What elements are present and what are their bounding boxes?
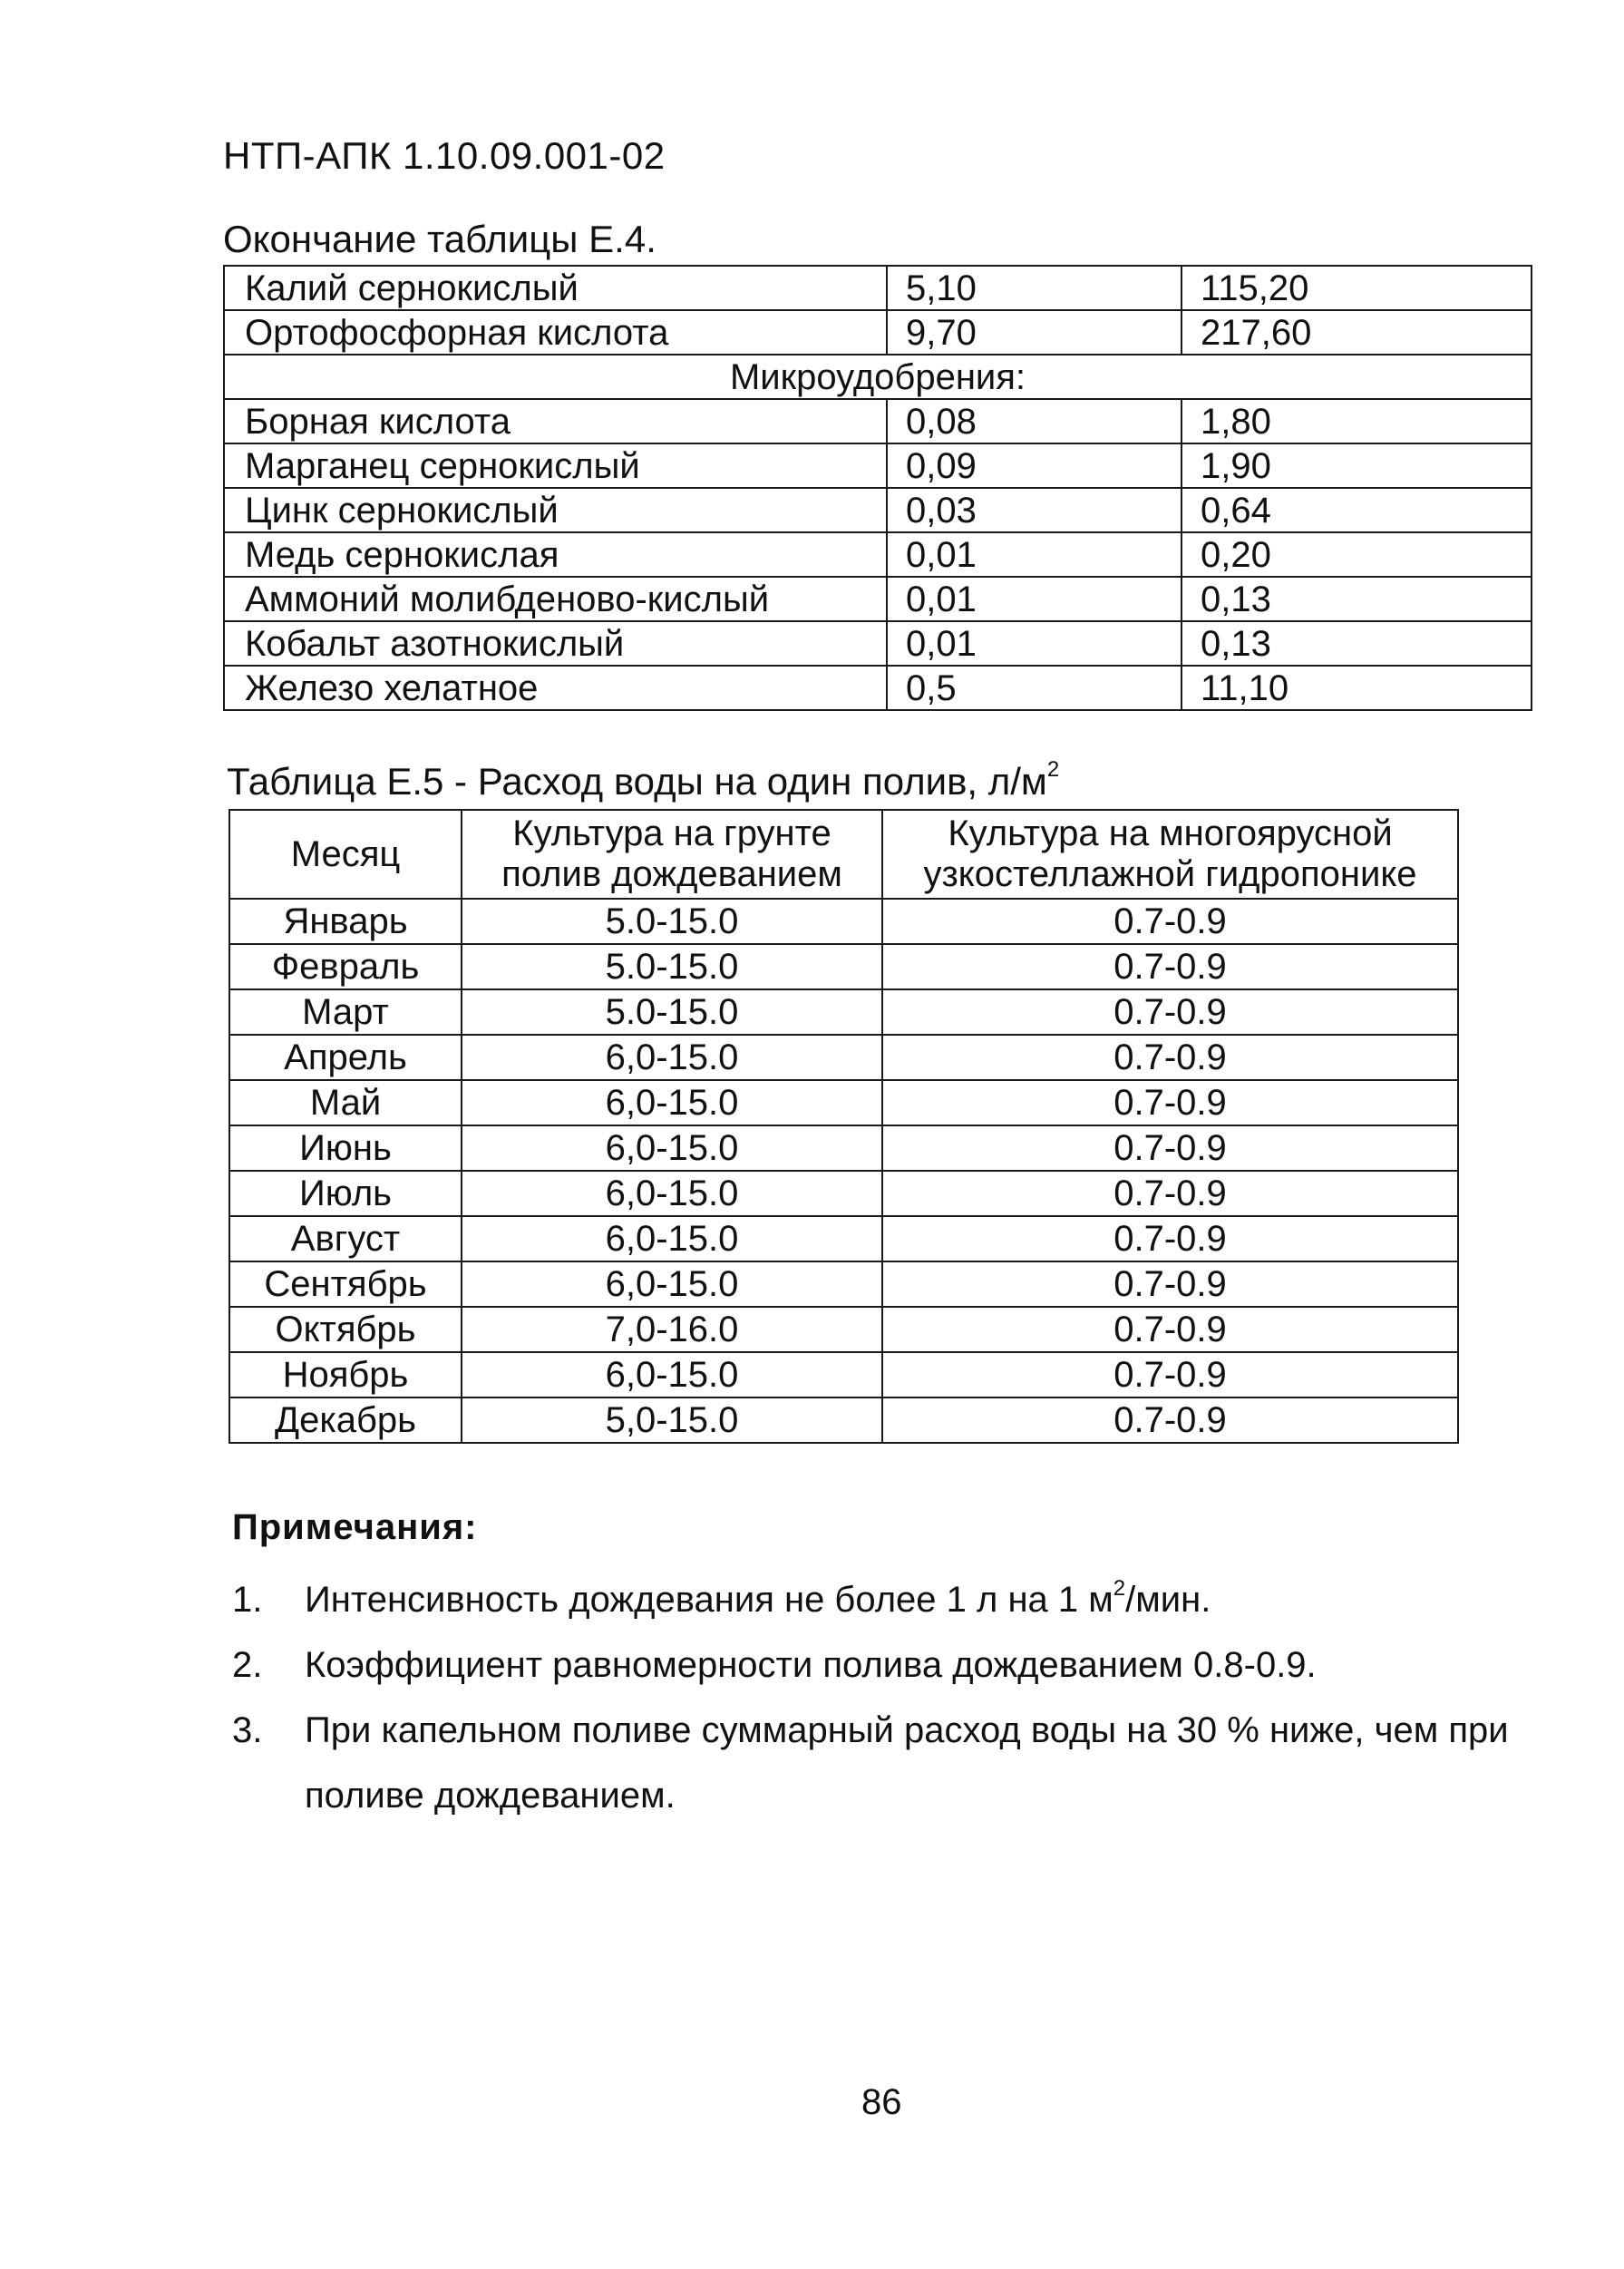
ground-value: 5,0-15.0 — [462, 1397, 882, 1443]
note-number: 1. — [232, 1580, 263, 1620]
note-item — [232, 1698, 1592, 1828]
hydro-value: 0.7-0.9 — [882, 899, 1458, 944]
table-e5-caption — [227, 757, 1060, 803]
note-text-part: Интенсивность дождевания не более 1 л на 1 м — [305, 1580, 1113, 1620]
hydro-value: 0.7-0.9 — [882, 1261, 1458, 1307]
hydro-value: 0.7-0.9 — [882, 1307, 1458, 1352]
fertilizer-table — [223, 265, 1532, 711]
value-cell: 115,20 — [1182, 266, 1532, 310]
table-row — [224, 621, 1532, 666]
table-row — [229, 899, 1458, 944]
note-item — [232, 1632, 1592, 1698]
value-cell: 0,01 — [887, 577, 1182, 621]
header-row — [229, 810, 1458, 899]
table-row — [229, 1307, 1458, 1352]
hydro-value: 0.7-0.9 — [882, 989, 1458, 1035]
month-cell: Ноябрь — [229, 1352, 462, 1397]
ground-value: 6,0-15.0 — [462, 1352, 882, 1397]
ground-value: 6,0-15.0 — [462, 1035, 882, 1080]
hydro-value: 0.7-0.9 — [882, 1171, 1458, 1216]
month-cell: Июль — [229, 1171, 462, 1216]
table-row — [224, 310, 1532, 355]
month-cell: Январь — [229, 899, 462, 944]
month-cell: Март — [229, 989, 462, 1035]
month-cell: Февраль — [229, 944, 462, 989]
table-row — [229, 1352, 1458, 1397]
note-text — [305, 1567, 1592, 1632]
header-hydroponics — [882, 810, 1458, 899]
value-cell: 0,01 — [887, 621, 1182, 666]
header-ground — [462, 810, 882, 899]
month-cell: Сентябрь — [229, 1261, 462, 1307]
substance-name: Кобальт азотнокислый — [224, 621, 887, 666]
note-superscript: 2 — [1113, 1576, 1126, 1601]
table-row — [224, 488, 1532, 532]
table-row — [224, 532, 1532, 577]
header-month: Месяц — [229, 810, 462, 899]
page-number: 86 — [861, 2082, 902, 2122]
hydro-value: 0.7-0.9 — [882, 944, 1458, 989]
note-number: 2. — [232, 1645, 263, 1685]
ground-value: 7,0-16.0 — [462, 1307, 882, 1352]
note-text-part: /мин. — [1125, 1580, 1211, 1620]
value-cell: 217,60 — [1182, 310, 1532, 355]
note-number: 3. — [232, 1710, 263, 1750]
table-e4-caption: Окончание таблицы Е.4. — [223, 218, 656, 260]
ground-value: 6,0-15.0 — [462, 1261, 882, 1307]
value-cell: 1,90 — [1182, 443, 1532, 488]
ground-value: 5.0-15.0 — [462, 944, 882, 989]
value-cell: 0,09 — [887, 443, 1182, 488]
table-row — [224, 666, 1532, 710]
table-row — [224, 443, 1532, 488]
section-label: Микроудобрения: — [224, 355, 1532, 399]
hydro-value: 0.7-0.9 — [882, 1035, 1458, 1080]
hydro-value: 0.7-0.9 — [882, 1125, 1458, 1171]
caption-text: Таблица Е.5 - Расход воды на один полив, л/м — [227, 760, 1047, 803]
substance-name: Цинк сернокислый — [224, 488, 887, 532]
ground-value: 6,0-15.0 — [462, 1171, 882, 1216]
table-row — [229, 1125, 1458, 1171]
month-cell: Апрель — [229, 1035, 462, 1080]
ground-value: 6,0-15.0 — [462, 1216, 882, 1261]
substance-name: Ортофосфорная кислота — [224, 310, 887, 355]
table-row — [224, 399, 1532, 443]
notes-title: Примечания: — [232, 1507, 478, 1547]
note-text: Коэффициент равномерности полива дождеванием 0.8-0.9. — [305, 1645, 1317, 1685]
substance-name: Железо хелатное — [224, 666, 887, 710]
ground-value: 6,0-15.0 — [462, 1080, 882, 1125]
value-cell: 1,80 — [1182, 399, 1532, 443]
value-cell: 0,13 — [1182, 621, 1532, 666]
value-cell: 11,10 — [1182, 666, 1532, 710]
table-row — [229, 1397, 1458, 1443]
month-cell: Август — [229, 1216, 462, 1261]
value-cell: 5,10 — [887, 266, 1182, 310]
substance-name: Борная кислота — [224, 399, 887, 443]
hydro-value: 0.7-0.9 — [882, 1352, 1458, 1397]
table-row — [229, 1171, 1458, 1216]
substance-name: Медь сернокислая — [224, 532, 887, 577]
table-row — [229, 1080, 1458, 1125]
table-row — [229, 1035, 1458, 1080]
value-cell: 9,70 — [887, 310, 1182, 355]
value-cell: 0,03 — [887, 488, 1182, 532]
month-cell: Октябрь — [229, 1307, 462, 1352]
table-row — [229, 989, 1458, 1035]
hydro-value: 0.7-0.9 — [882, 1397, 1458, 1443]
ground-value: 5.0-15.0 — [462, 899, 882, 944]
section-row — [224, 355, 1532, 399]
document-code: НТП-АПК 1.10.09.001-02 — [223, 134, 666, 177]
note-item — [232, 1567, 1592, 1632]
hydro-value: 0.7-0.9 — [882, 1216, 1458, 1261]
value-cell: 0,01 — [887, 532, 1182, 577]
header-hydro-line2: узкостеллажной гидропонике — [923, 854, 1417, 894]
month-cell: Декабрь — [229, 1397, 462, 1443]
note-text: При капельном поливе суммарный расход воды на 30 % ниже, чем при поливе дождеванием. — [305, 1710, 1509, 1816]
table-row — [229, 1216, 1458, 1261]
value-cell: 0,20 — [1182, 532, 1532, 577]
hydro-value: 0.7-0.9 — [882, 1080, 1458, 1125]
value-cell: 0,5 — [887, 666, 1182, 710]
value-cell: 0,08 — [887, 399, 1182, 443]
ground-value: 6,0-15.0 — [462, 1125, 882, 1171]
caption-superscript: 2 — [1046, 757, 1060, 782]
ground-value: 5.0-15.0 — [462, 989, 882, 1035]
table-row — [224, 577, 1532, 621]
table-row — [229, 1261, 1458, 1307]
table-row — [229, 944, 1458, 989]
month-cell: Май — [229, 1080, 462, 1125]
value-cell: 0,13 — [1182, 577, 1532, 621]
substance-name: Аммоний молибденово-кислый — [224, 577, 887, 621]
header-ground-line2: полив дождеванием — [501, 854, 842, 894]
header-hydro-line1: Культура на многоярусной — [948, 813, 1393, 854]
substance-name: Марганец сернокислый — [224, 443, 887, 488]
header-ground-line1: Культура на грунте — [512, 813, 831, 854]
table-row — [224, 266, 1532, 310]
month-cell: Июнь — [229, 1125, 462, 1171]
water-consumption-table — [229, 809, 1459, 1444]
value-cell: 0,64 — [1182, 488, 1532, 532]
substance-name: Калий сернокислый — [224, 266, 887, 310]
